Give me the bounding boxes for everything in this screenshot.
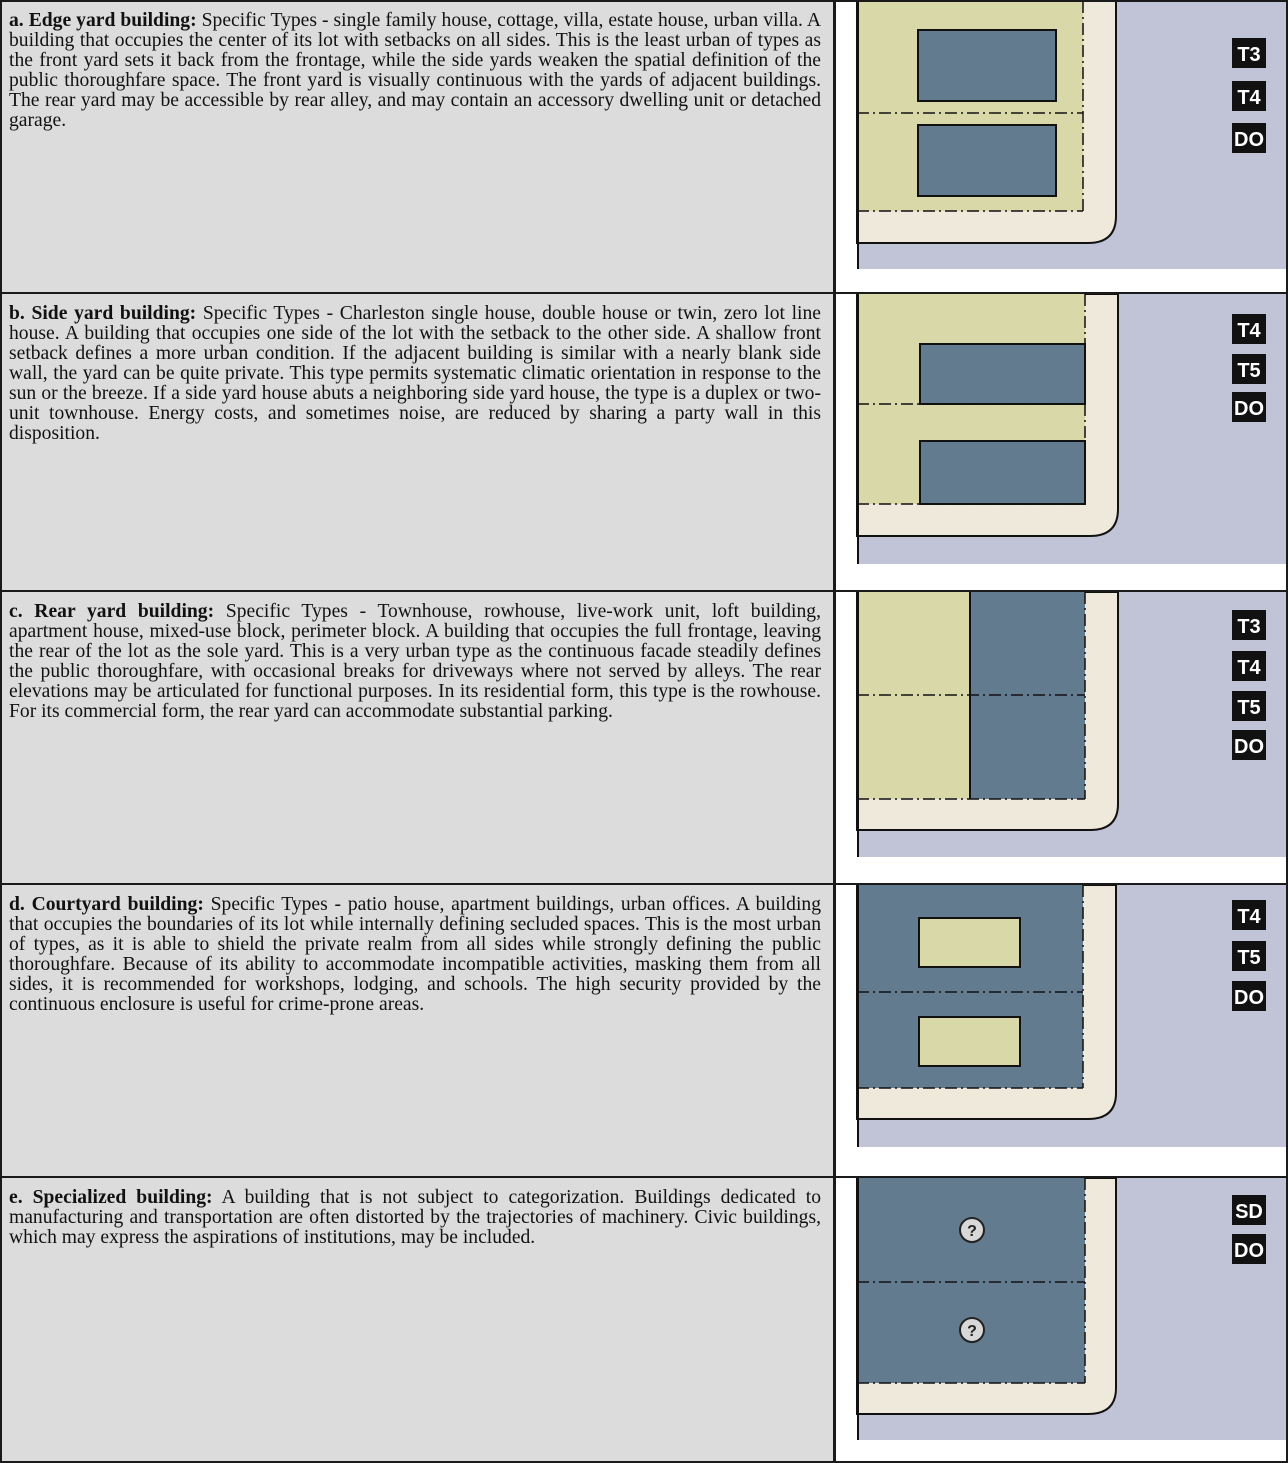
type-title: e. Specialized building: [9,1187,213,1208]
zone-tag-label: SD [1235,1201,1263,1223]
type-body: Specific Types - Charleston single house, double house or twin, zero lot line house. A building that occupies one side of the lot with the setback to the other side. A shallow front setback defines a more urban condition. If the adjacent building is similar with a nearly blank side wall, the yard can be quite private. This type permits systematic climatic orientation in response to the sun or the breeze. If a side yard house abuts a neighboring side yard house, the type is a duplex or two-unit townhouse. Energy costs, and sometimes noise, are reduced by sharing a party wall in this disposition. [9,303,821,444]
description [9,304,821,444]
diagram-cell [836,885,1288,1176]
row-courtyard [0,884,1288,1176]
question-icon [960,1318,984,1342]
zone-tag [1232,941,1266,971]
side-yard-diagram [836,294,1288,589]
type-body: Specific Types - Townhouse, rowhouse, live-work unit, loft building, apartment house, mixed-use block, perimeter block. A building that occupies the full frontage, leaving the rear of the lot as the sole yard. This is a very urban type as the continuous facade steadily defines the public thoroughfare, with occasional breaks for driveways where not served by alleys. The rear elevations may be articulated for functional purposes. In its residential form, this type is the rowhouse. For its commercial form, the rear yard can accommodate substantial parking. [9,601,821,722]
row-specialized [0,1177,1288,1463]
zone-tag-label: T4 [1237,906,1261,928]
zone-tag [1232,1234,1266,1264]
diagram-cell [836,294,1288,590]
row-divider [0,1176,1288,1178]
zone-tag [1232,38,1266,68]
zone-tag [1232,981,1266,1011]
zone-tag [1232,81,1266,111]
courtyard [919,918,1020,967]
description [9,11,821,131]
zone-tag [1232,314,1266,344]
specialized-diagram [836,1178,1288,1462]
zone-tag [1232,354,1266,384]
row-divider [0,883,1288,885]
description-cell [1,1178,835,1463]
description-cell [1,294,835,590]
zone-tag-label: T4 [1237,87,1261,109]
row-divider [0,292,1288,294]
rear-yard-diagram [836,592,1288,882]
zone-tag-label: T5 [1237,697,1261,719]
zone-tag-label: T5 [1237,947,1261,969]
row-edge-yard [0,0,1288,292]
type-title: a. Edge yard building: [9,10,197,31]
zone-tag [1232,392,1266,422]
zone-tag [1232,610,1266,640]
row-divider [0,590,1288,592]
row-side-yard [0,293,1288,590]
type-body: Specific Types - patio house, apartment buildings, urban offices. A building that occupies the boundaries of its lot while internally defining secluded spaces. This is the most urban of types, as it is able to shield the private realm from all sides while strongly defining the public thoroughfare. Because of its ability to accommodate incompatible activities, masking them from all sides, it is recommended for workshops, lodging, and schools. The high security provided by the continuous enclosure is useful for crime-prone areas. [9,894,821,1015]
diagram-cell [836,1178,1288,1463]
type-title: c. Rear yard building: [9,601,215,622]
table-border [0,0,1288,2]
courtyard [919,1017,1020,1066]
building [920,344,1085,404]
description-cell [1,1,835,292]
zone-tag [1232,691,1266,721]
zone-tag-label: T5 [1237,360,1261,382]
type-title: d. Courtyard building: [9,894,204,915]
zone-tag [1232,651,1266,681]
description [9,1188,821,1248]
diagram-cell [836,592,1288,883]
description [9,602,821,722]
type-title: b. Side yard building: [9,303,197,324]
zone-tag-label: DO [1234,736,1264,758]
zone-tag-label: T3 [1237,616,1261,638]
type-body: Specific Types - single family house, cottage, villa, estate house, urban villa. A building that occupies the center of its lot with setbacks on all sides. This is the least urban of types as the front yard sets it back from the frontage, while the side yards weaken the spatial definition of the public thoroughfare space. The front yard is visually continuous with the yards of adjacent buildings. The rear yard may be accessible by rear alley, and may contain an accessory dwelling unit or detached garage. [9,10,822,131]
zone-tag-label: T4 [1237,320,1261,342]
building [857,1178,1085,1383]
edge-yard-diagram [836,1,1288,291]
description-cell [1,592,835,883]
zone-tag [1232,1195,1266,1225]
table-border [0,0,2,1463]
zone-tag [1232,123,1266,153]
diagram-cell [836,1,1288,292]
zone-tag-label: DO [1234,1240,1264,1262]
zone-tag-label: DO [1234,987,1264,1009]
zone-tag [1232,900,1266,930]
description [9,895,821,1015]
courtyard-diagram [836,885,1288,1175]
zone-tag-label: T3 [1237,44,1261,66]
question-mark: ? [967,1223,977,1240]
question-icon [960,1218,984,1242]
zone-tag-label: DO [1234,398,1264,420]
description-cell [1,885,835,1176]
column-divider [834,0,836,1463]
zone-tag-label: T4 [1237,657,1261,679]
building [918,125,1056,196]
zone-tag [1232,730,1266,760]
building [918,30,1056,101]
type-body: A building that is not subject to categorization. Buildings dedicated to manufacturing and transportation are often distorted by the trajectories of machinery. Civic buildings, which may express the aspirations of institutions, may be included. [9,1187,821,1248]
row-rear-yard [0,591,1288,883]
zone-tag-label: DO [1234,129,1264,151]
question-mark: ? [967,1323,977,1340]
building [920,441,1085,504]
